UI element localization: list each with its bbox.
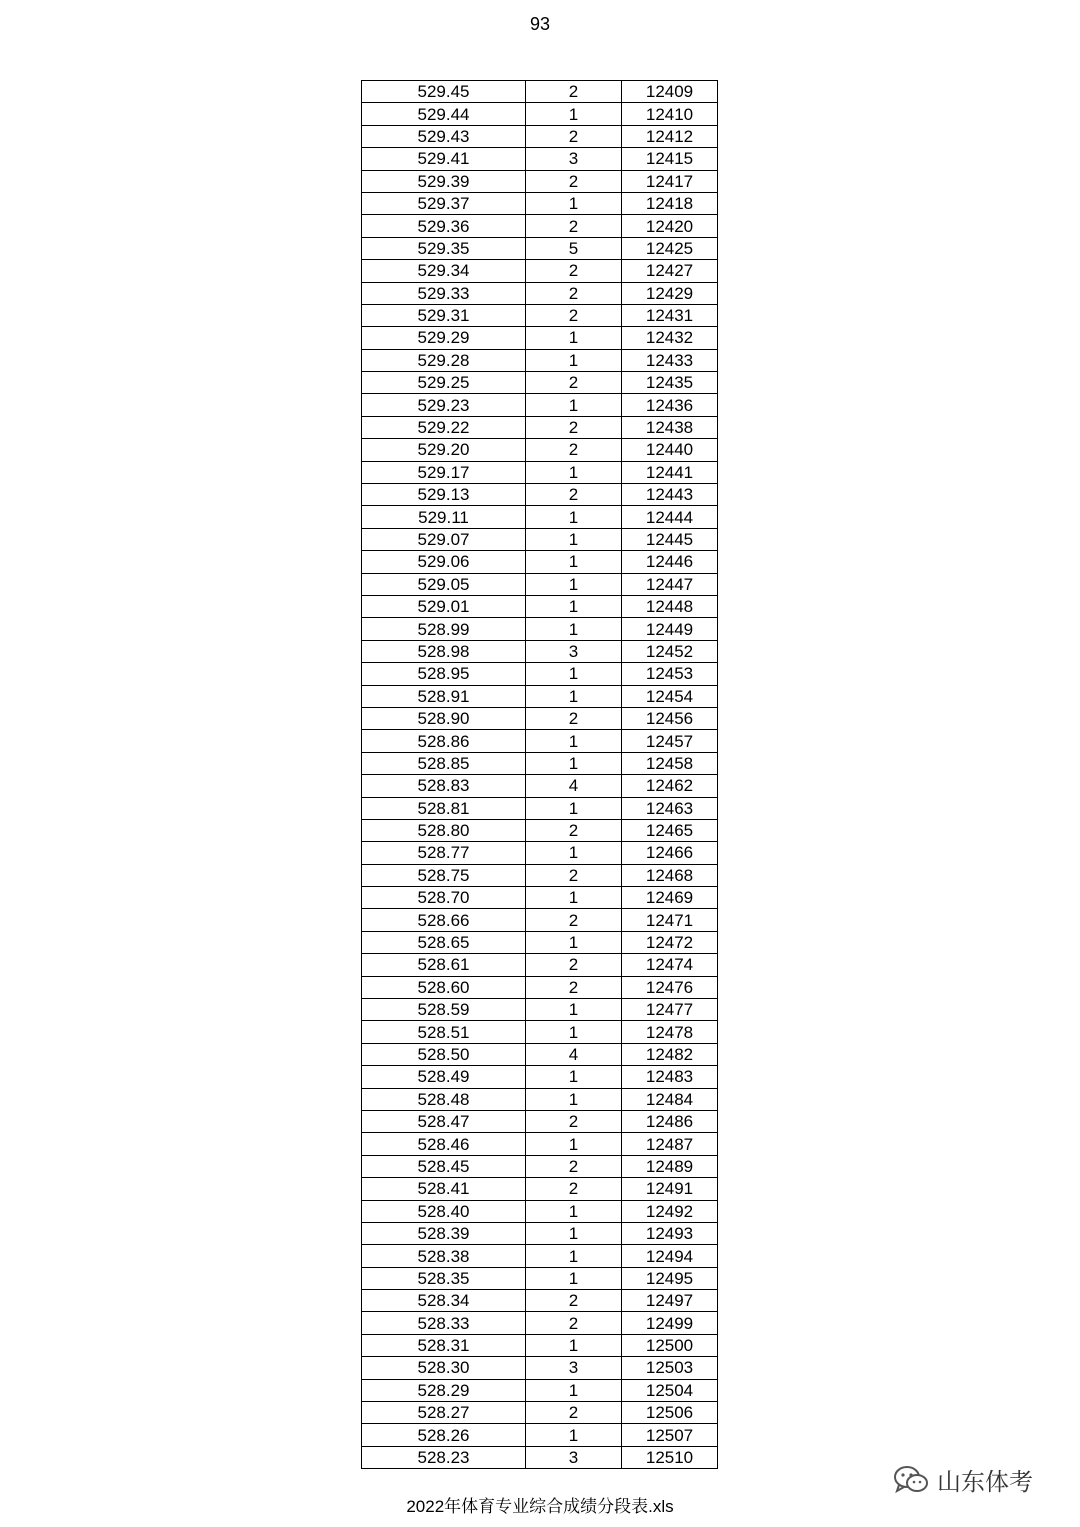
count-cell: 2 [526, 170, 622, 192]
cumulative-cell: 12443 [622, 484, 718, 506]
table-row [362, 1110, 718, 1132]
count-cell: 2 [526, 1110, 622, 1132]
table-row [362, 931, 718, 953]
score-cell: 528.83 [362, 775, 526, 797]
table-row [362, 1312, 718, 1334]
cumulative-cell: 12427 [622, 260, 718, 282]
table-row [362, 819, 718, 841]
cumulative-cell: 12500 [622, 1334, 718, 1356]
table-row [362, 1222, 718, 1244]
cumulative-cell: 12476 [622, 976, 718, 998]
cumulative-cell: 12477 [622, 999, 718, 1021]
count-cell: 2 [526, 1155, 622, 1177]
count-cell: 5 [526, 237, 622, 259]
table-row [362, 797, 718, 819]
count-cell: 1 [526, 663, 622, 685]
count-cell: 1 [526, 1133, 622, 1155]
score-cell: 529.41 [362, 148, 526, 170]
score-cell: 528.41 [362, 1178, 526, 1200]
cumulative-cell: 12440 [622, 439, 718, 461]
table-row [362, 260, 718, 282]
table-row [362, 707, 718, 729]
cumulative-cell: 12493 [622, 1222, 718, 1244]
score-cell: 529.20 [362, 439, 526, 461]
table-row [362, 215, 718, 237]
table-row [362, 864, 718, 886]
count-cell: 1 [526, 685, 622, 707]
cumulative-cell: 12454 [622, 685, 718, 707]
score-cell: 529.34 [362, 260, 526, 282]
table-row [362, 1357, 718, 1379]
score-cell: 528.99 [362, 618, 526, 640]
cumulative-cell: 12447 [622, 573, 718, 595]
watermark-text: 山东体考 [937, 1469, 1033, 1496]
count-cell: 2 [526, 484, 622, 506]
cumulative-cell: 12465 [622, 819, 718, 841]
wechat-icon [893, 1465, 929, 1495]
table-row [362, 663, 718, 685]
count-cell: 4 [526, 1043, 622, 1065]
cumulative-cell: 12471 [622, 909, 718, 931]
score-cell: 528.61 [362, 954, 526, 976]
table-row [362, 528, 718, 550]
table-body [362, 81, 718, 1469]
score-cell: 529.39 [362, 170, 526, 192]
count-cell: 1 [526, 1088, 622, 1110]
count-cell: 1 [526, 1334, 622, 1356]
count-cell: 2 [526, 215, 622, 237]
count-cell: 3 [526, 1446, 622, 1468]
count-cell: 2 [526, 909, 622, 931]
score-cell: 528.66 [362, 909, 526, 931]
score-cell: 529.22 [362, 416, 526, 438]
table-row [362, 685, 718, 707]
score-table [361, 80, 718, 1469]
cumulative-cell: 12429 [622, 282, 718, 304]
table-row [362, 484, 718, 506]
score-cell: 528.59 [362, 999, 526, 1021]
cumulative-cell: 12415 [622, 148, 718, 170]
table-row [362, 1043, 718, 1065]
cumulative-cell: 12497 [622, 1290, 718, 1312]
count-cell: 1 [526, 103, 622, 125]
table-row [362, 1424, 718, 1446]
score-cell: 529.31 [362, 304, 526, 326]
count-cell: 1 [526, 999, 622, 1021]
count-cell: 2 [526, 416, 622, 438]
count-cell: 2 [526, 260, 622, 282]
table-row [362, 999, 718, 1021]
count-cell: 4 [526, 775, 622, 797]
table-row [362, 372, 718, 394]
cumulative-cell: 12448 [622, 595, 718, 617]
count-cell: 1 [526, 1245, 622, 1267]
count-cell: 1 [526, 887, 622, 909]
score-cell: 529.01 [362, 595, 526, 617]
table-row [362, 842, 718, 864]
score-cell: 528.45 [362, 1155, 526, 1177]
score-cell: 528.77 [362, 842, 526, 864]
score-cell: 528.98 [362, 640, 526, 662]
cumulative-cell: 12503 [622, 1357, 718, 1379]
table-row [362, 573, 718, 595]
cumulative-cell: 12456 [622, 707, 718, 729]
cumulative-cell: 12425 [622, 237, 718, 259]
score-cell: 529.45 [362, 81, 526, 103]
score-cell: 528.75 [362, 864, 526, 886]
score-cell: 529.37 [362, 192, 526, 214]
score-cell: 529.13 [362, 484, 526, 506]
score-cell: 529.28 [362, 349, 526, 371]
score-cell: 528.29 [362, 1379, 526, 1401]
watermark [893, 1462, 1033, 1497]
count-cell: 2 [526, 372, 622, 394]
count-cell: 1 [526, 931, 622, 953]
count-cell: 2 [526, 707, 622, 729]
count-cell: 1 [526, 1222, 622, 1244]
table-row [362, 125, 718, 147]
count-cell: 2 [526, 304, 622, 326]
table-row [362, 327, 718, 349]
score-cell: 529.44 [362, 103, 526, 125]
score-cell: 528.90 [362, 707, 526, 729]
score-cell: 529.43 [362, 125, 526, 147]
table-row [362, 618, 718, 640]
cumulative-cell: 12466 [622, 842, 718, 864]
count-cell: 2 [526, 954, 622, 976]
cumulative-cell: 12458 [622, 752, 718, 774]
score-cell: 528.49 [362, 1066, 526, 1088]
cumulative-cell: 12507 [622, 1424, 718, 1446]
count-cell: 2 [526, 439, 622, 461]
table-row [362, 170, 718, 192]
cumulative-cell: 12504 [622, 1379, 718, 1401]
table-row [362, 461, 718, 483]
count-cell: 1 [526, 618, 622, 640]
score-cell: 529.35 [362, 237, 526, 259]
count-cell: 1 [526, 1267, 622, 1289]
count-cell: 1 [526, 730, 622, 752]
count-cell: 1 [526, 1021, 622, 1043]
table-row [362, 909, 718, 931]
score-cell: 528.80 [362, 819, 526, 841]
score-cell: 529.05 [362, 573, 526, 595]
count-cell: 1 [526, 1424, 622, 1446]
score-cell: 528.26 [362, 1424, 526, 1446]
cumulative-cell: 12438 [622, 416, 718, 438]
count-cell: 2 [526, 1290, 622, 1312]
table-row [362, 1200, 718, 1222]
cumulative-cell: 12452 [622, 640, 718, 662]
cumulative-cell: 12478 [622, 1021, 718, 1043]
score-cell: 528.70 [362, 887, 526, 909]
table-row [362, 976, 718, 998]
page-number: 93 [529, 14, 551, 34]
count-cell: 3 [526, 640, 622, 662]
table-row [362, 148, 718, 170]
score-cell: 528.95 [362, 663, 526, 685]
cumulative-cell: 12432 [622, 327, 718, 349]
table-row [362, 752, 718, 774]
cumulative-cell: 12484 [622, 1088, 718, 1110]
cumulative-cell: 12469 [622, 887, 718, 909]
count-cell: 2 [526, 819, 622, 841]
score-cell: 528.23 [362, 1446, 526, 1468]
score-cell: 529.07 [362, 528, 526, 550]
score-cell: 529.17 [362, 461, 526, 483]
cumulative-cell: 12472 [622, 931, 718, 953]
table-row [362, 1088, 718, 1110]
score-cell: 528.86 [362, 730, 526, 752]
table-row [362, 775, 718, 797]
count-cell: 1 [526, 1379, 622, 1401]
table-row [362, 1155, 718, 1177]
cumulative-cell: 12441 [622, 461, 718, 483]
cumulative-cell: 12420 [622, 215, 718, 237]
count-cell: 1 [526, 595, 622, 617]
cumulative-cell: 12410 [622, 103, 718, 125]
table-row [362, 349, 718, 371]
table-row [362, 954, 718, 976]
score-cell: 529.33 [362, 282, 526, 304]
table-row [362, 192, 718, 214]
score-cell: 528.33 [362, 1312, 526, 1334]
count-cell: 1 [526, 461, 622, 483]
count-cell: 2 [526, 81, 622, 103]
count-cell: 1 [526, 842, 622, 864]
cumulative-cell: 12418 [622, 192, 718, 214]
cumulative-cell: 12489 [622, 1155, 718, 1177]
cumulative-cell: 12436 [622, 394, 718, 416]
count-cell: 2 [526, 1402, 622, 1424]
count-cell: 2 [526, 282, 622, 304]
count-cell: 1 [526, 1200, 622, 1222]
table-row [362, 81, 718, 103]
table-row [362, 887, 718, 909]
table-row [362, 1133, 718, 1155]
cumulative-cell: 12483 [622, 1066, 718, 1088]
table-row [362, 237, 718, 259]
table-row [362, 1446, 718, 1468]
table-row [362, 1066, 718, 1088]
score-cell: 528.51 [362, 1021, 526, 1043]
cumulative-cell: 12486 [622, 1110, 718, 1132]
table-row [362, 1334, 718, 1356]
table-row [362, 1379, 718, 1401]
score-cell: 528.40 [362, 1200, 526, 1222]
cumulative-cell: 12482 [622, 1043, 718, 1065]
table-row [362, 394, 718, 416]
score-cell: 529.23 [362, 394, 526, 416]
count-cell: 1 [526, 1066, 622, 1088]
count-cell: 1 [526, 327, 622, 349]
table-row [362, 640, 718, 662]
count-cell: 3 [526, 1357, 622, 1379]
score-cell: 529.06 [362, 551, 526, 573]
count-cell: 1 [526, 752, 622, 774]
score-cell: 529.11 [362, 506, 526, 528]
score-cell: 528.34 [362, 1290, 526, 1312]
cumulative-cell: 12463 [622, 797, 718, 819]
cumulative-cell: 12462 [622, 775, 718, 797]
cumulative-cell: 12431 [622, 304, 718, 326]
table-row [362, 1021, 718, 1043]
cumulative-cell: 12506 [622, 1402, 718, 1424]
cumulative-cell: 12474 [622, 954, 718, 976]
score-cell: 528.91 [362, 685, 526, 707]
count-cell: 1 [526, 394, 622, 416]
cumulative-cell: 12417 [622, 170, 718, 192]
cumulative-cell: 12412 [622, 125, 718, 147]
cumulative-cell: 12453 [622, 663, 718, 685]
cumulative-cell: 12435 [622, 372, 718, 394]
table-row [362, 506, 718, 528]
count-cell: 3 [526, 148, 622, 170]
cumulative-cell: 12446 [622, 551, 718, 573]
cumulative-cell: 12494 [622, 1245, 718, 1267]
table-row [362, 1402, 718, 1424]
count-cell: 1 [526, 506, 622, 528]
table-row [362, 282, 718, 304]
footer-filename: 2022年体育专业综合成绩分段表.xls [406, 1497, 674, 1516]
count-cell: 2 [526, 864, 622, 886]
count-cell: 2 [526, 976, 622, 998]
count-cell: 2 [526, 1178, 622, 1200]
score-cell: 528.27 [362, 1402, 526, 1424]
cumulative-cell: 12499 [622, 1312, 718, 1334]
score-cell: 528.38 [362, 1245, 526, 1267]
score-cell: 529.36 [362, 215, 526, 237]
score-cell: 528.47 [362, 1110, 526, 1132]
table-row [362, 1178, 718, 1200]
cumulative-cell: 12468 [622, 864, 718, 886]
table-row [362, 1267, 718, 1289]
table-row [362, 304, 718, 326]
score-cell: 528.60 [362, 976, 526, 998]
count-cell: 1 [526, 349, 622, 371]
score-cell: 528.39 [362, 1222, 526, 1244]
score-cell: 528.50 [362, 1043, 526, 1065]
table-row [362, 595, 718, 617]
cumulative-cell: 12491 [622, 1178, 718, 1200]
score-cell: 528.30 [362, 1357, 526, 1379]
cumulative-cell: 12492 [622, 1200, 718, 1222]
score-cell: 528.81 [362, 797, 526, 819]
cumulative-cell: 12409 [622, 81, 718, 103]
cumulative-cell: 12445 [622, 528, 718, 550]
table-row [362, 439, 718, 461]
cumulative-cell: 12495 [622, 1267, 718, 1289]
count-cell: 2 [526, 1312, 622, 1334]
score-cell: 528.46 [362, 1133, 526, 1155]
cumulative-cell: 12487 [622, 1133, 718, 1155]
cumulative-cell: 12444 [622, 506, 718, 528]
count-cell: 1 [526, 528, 622, 550]
table-row [362, 730, 718, 752]
score-cell: 529.25 [362, 372, 526, 394]
table-row [362, 1290, 718, 1312]
cumulative-cell: 12433 [622, 349, 718, 371]
cumulative-cell: 12457 [622, 730, 718, 752]
cumulative-cell: 12510 [622, 1446, 718, 1468]
count-cell: 1 [526, 573, 622, 595]
count-cell: 1 [526, 797, 622, 819]
score-cell: 528.48 [362, 1088, 526, 1110]
table-row [362, 551, 718, 573]
score-cell: 528.85 [362, 752, 526, 774]
count-cell: 1 [526, 551, 622, 573]
score-cell: 528.65 [362, 931, 526, 953]
table-row [362, 103, 718, 125]
count-cell: 2 [526, 125, 622, 147]
score-cell: 528.31 [362, 1334, 526, 1356]
score-cell: 529.29 [362, 327, 526, 349]
score-cell: 528.35 [362, 1267, 526, 1289]
count-cell: 1 [526, 192, 622, 214]
cumulative-cell: 12449 [622, 618, 718, 640]
table-row [362, 416, 718, 438]
table-row [362, 1245, 718, 1267]
